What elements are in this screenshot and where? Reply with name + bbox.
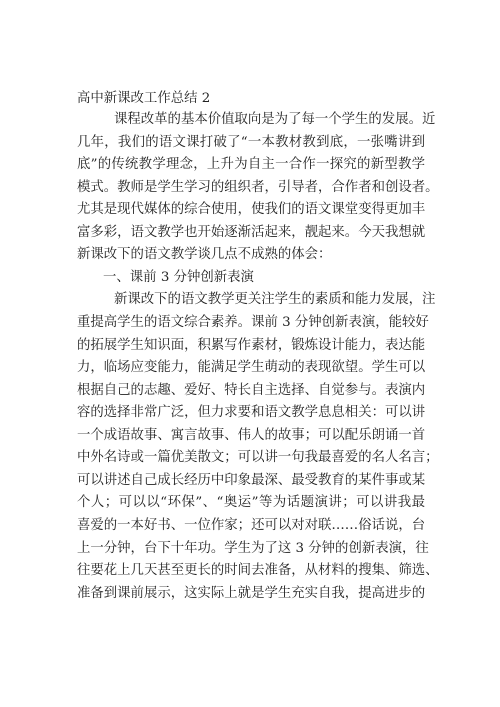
paragraph-line: 一个成语故事、寓言故事、伟人的故事；可以配乐朗诵一首 [77, 427, 426, 443]
paragraph-line: 尤其是现代媒体的综合使用，使我们的语文课堂变得更加丰 [77, 202, 426, 218]
paragraph-line: 往要花上几天甚至更长的时间去准备，从材料的搜集、筛选、 [77, 563, 439, 578]
paragraph-line: 重提高学生的语文综合素养。课前 3 分钟创新表演，能较好 [77, 315, 429, 330]
paragraph-line: 中外名诗或一篇优美散文；可以讲一句我最喜爱的名人名言； [77, 450, 439, 466]
paragraph-line: 富多彩，语文教学也开始逐渐活起来，靓起来。今天我想就 [77, 224, 426, 240]
paragraph-line: 底”的传统教学理念，上升为自主一合作一探究的新型教学 [77, 157, 425, 173]
paragraph-line: 课程改革的基本价值取向是为了每一个学生的发展。近 [114, 112, 436, 127]
paragraph-line: 根据自己的志趣、爱好、特长自主选择、自觉参与。表演内 [77, 382, 426, 398]
paragraph-line: 上一分钟，台下十年功。学生为了这 3 分钟的创新表演，往 [77, 540, 429, 556]
paragraph-line: 喜爱的一本好书、一位作家；还可以对对联……俗话说，台 [77, 517, 426, 533]
paragraph-line: 个人；可以以“环保”、“奥运”等为话题演讲；可以讲我最 [77, 495, 425, 511]
paragraph-line: 准备到课前展示，这实际上就是学生充实自我，提高进步的 [77, 585, 426, 601]
paragraph-line: 容的选择非常广泛，但力求要和语文教学息息相关：可以讲 [77, 405, 426, 421]
document-title: 高中新课改工作总结 2 [77, 91, 211, 106]
paragraph-line: 可以讲述自己成长经历中印象最深、最受教育的某件事或某 [77, 472, 426, 488]
paragraph-line: 的拓展学生知识面，积累写作素材，锻炼设计能力，表达能 [77, 337, 426, 353]
paragraph-line: 模式。教师是学生学习的组织者，引导者，合作者和创设者。 [77, 179, 439, 195]
section-heading: 一、课前 3 分钟创新表演 [103, 269, 254, 285]
paragraph-line: 几年，我们的语文课打破了“一本教材教到底，一张嘴讲到 [77, 134, 425, 150]
paragraph-line: 新课改下的语文教学谈几点不成熟的体会： [77, 247, 332, 263]
paragraph-line: 力，临场应变能力，能满足学生萌动的表现欲望。学生可以 [77, 360, 426, 376]
paragraph-line: 新课改下的语文教学更关注学生的素质和能力发展，注 [114, 292, 436, 308]
